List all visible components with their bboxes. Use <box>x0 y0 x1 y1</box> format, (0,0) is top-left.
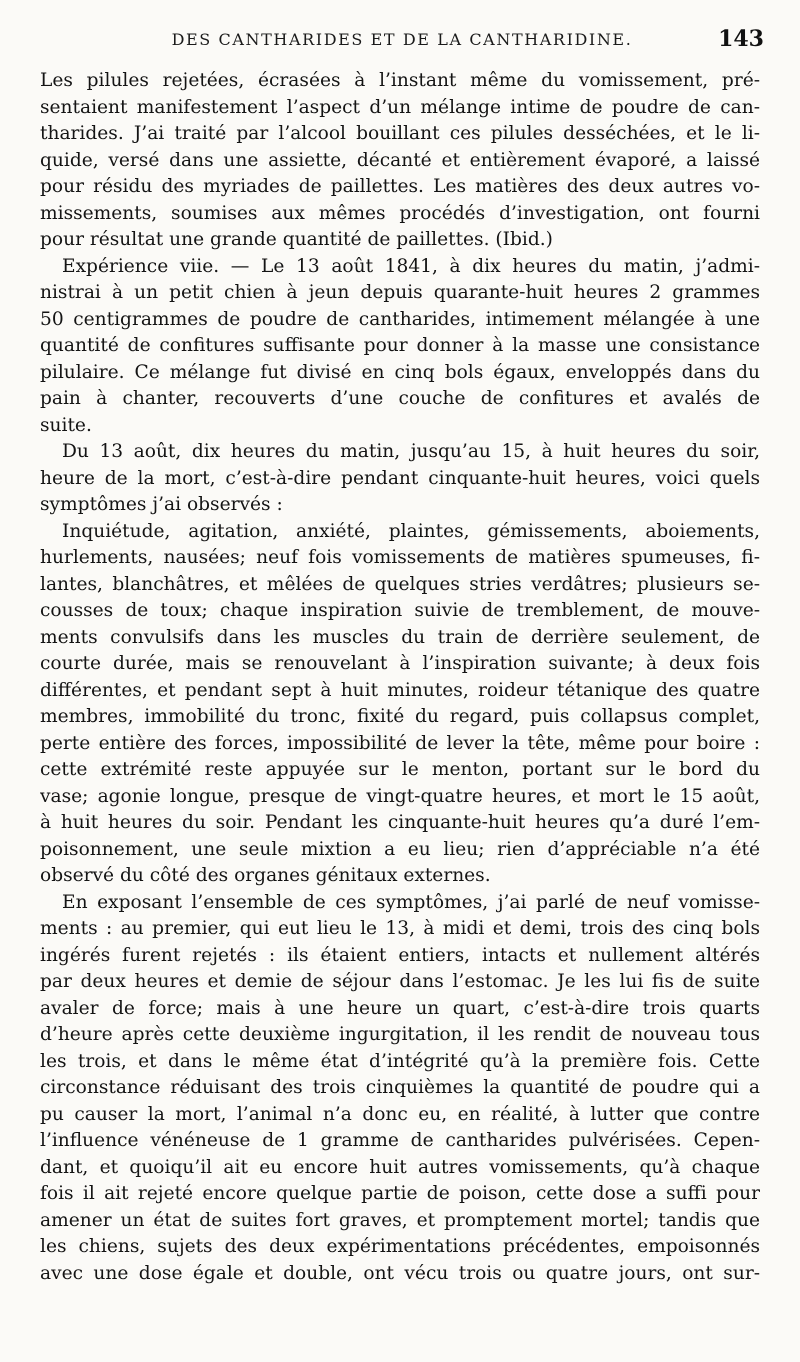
text-line: par deux heures et demie de séjour dans l’estomac. Je les lui fis de suite <box>40 971 760 992</box>
text-line: différentes, et pendant sept à huit minutes, roideur tétanique des quatre <box>40 679 760 701</box>
text-line: courte durée, mais se renouvelant à l’inspiration suivante; à deux fois <box>40 653 760 674</box>
text-line: quide, versé dans une assiette, décanté et entièrement évaporé, a laissé <box>40 149 760 171</box>
text-line: pain à chanter, recouverts d’une couche de confitures et avalés de <box>40 388 760 409</box>
text-line: pour résultat une grande quantité de paillettes. (Ibid.) <box>40 229 553 250</box>
text-line: missements, soumises aux mêmes procédés d’investigation, ont fourni <box>40 202 760 224</box>
text-line: lantes, blanchâtres, et mêlées de quelques stries verdâtres; plusieurs se- <box>40 573 760 595</box>
text-line: poisonnement, une seule mixtion a eu lieu; rien d’appréciable n’a été <box>40 838 760 860</box>
text-line: nistrai à un petit chien à jeun depuis quarante-huit heures 2 grammes <box>40 282 760 303</box>
text-line: cette extrémité reste appuyée sur le menton, portant sur le bord du <box>40 759 760 780</box>
text-line: Expérience viie. — Le 13 août 1841, à dix heures du matin, j’admi- <box>62 255 760 277</box>
text-line: d’heure après cette deuxième ingurgitation, il les rendit de nouveau tous <box>40 1024 760 1045</box>
text-line: les trois, et dans le même état d’intégrité qu’à la première fois. Cette <box>40 1050 760 1072</box>
page-number: 143 <box>718 26 764 52</box>
text-line: ments convulsifs dans les muscles du train de derrière seulement, de <box>40 626 760 648</box>
text-line: 50 centigrammes de poudre de cantharides, intimement mélangée à une <box>40 308 760 330</box>
page-header <box>40 26 764 62</box>
text-line: En exposant l’ensemble de ces symptômes, j’ai parlé de neuf vomisse- <box>62 891 760 913</box>
text-line: symptômes j’ai observés : <box>40 494 283 515</box>
text-line: circonstance réduisant des trois cinquièmes la quantité de poudre qui a <box>40 1077 760 1098</box>
text-line: Les pilules rejetées, écrasées à l’instant même du vomissement, pré- <box>40 70 760 91</box>
text-line: pu causer la mort, l’animal n’a donc eu, en réalité, à lutter que contre <box>40 1103 760 1125</box>
text-line: avaler de force; mais à une heure un quart, c’est-à-dire trois quarts <box>40 997 760 1019</box>
text-line: hurlements, nausées; neuf fois vomissements de matières spumeuses, fi- <box>40 547 760 568</box>
text-line: les chiens, sujets des deux expérimentations précédentes, empoisonnés <box>40 1236 760 1257</box>
text-line: pour résidu des myriades de paillettes. Les matières des deux autres vo- <box>40 176 760 197</box>
text-line: cousses de toux; chaque inspiration suivie de tremblement, de mouve- <box>40 600 760 621</box>
text-line: Du 13 août, dix heures du matin, jusqu’au 15, à huit heures du soir, <box>62 441 760 462</box>
text-line: heure de la mort, c’est-à-dire pendant cinquante-huit heures, voici quels <box>40 467 760 489</box>
text-line: fois il ait rejeté encore quelque partie de poison, cette dose a suffi pour <box>40 1183 760 1204</box>
text-line: sentaient manifestement l’aspect d’un mélange intime de poudre de can- <box>40 96 760 118</box>
text-line: ments : au premier, qui eut lieu le 13, à midi et demi, trois des cinq bols <box>40 918 760 939</box>
text-line: membres, immobilité du tronc, fixité du regard, puis collapsus complet, <box>40 706 760 727</box>
text-line: à huit heures du soir. Pendant les cinquante-huit heures qu’a duré l’em- <box>40 812 760 833</box>
body-text <box>40 68 760 1287</box>
text-line: observé du côté des organes génitaux externes. <box>40 865 491 886</box>
text-line: ingérés furent rejetés : ils étaient entiers, intacts et nullement altérés <box>40 944 760 966</box>
text-line: quantité de confitures suffisante pour donner à la masse une consistance <box>40 335 760 356</box>
text-line: pilulaire. Ce mélange fut divisé en cinq bols égaux, enveloppés dans du <box>40 361 760 383</box>
text-line: Inquiétude, agitation, anxiété, plaintes, gémissements, aboiements, <box>62 520 760 542</box>
text-line: suite. <box>40 414 92 436</box>
text-line: dant, et quoiqu’il ait eu encore huit autres vomissements, qu’à chaque <box>40 1156 760 1178</box>
text-line: l’influence vénéneuse de 1 gramme de cantharides pulvérisées. Cepen- <box>40 1130 760 1151</box>
running-head: DES CANTHARIDES ET DE LA CANTHARIDINE. <box>171 30 633 49</box>
text-line: avec une dose égale et double, ont vécu trois ou quatre jours, ont sur- <box>40 1262 760 1284</box>
text-line: tharides. J’ai traité par l’alcool bouillant ces pilules desséchées, et le li- <box>40 123 760 144</box>
text-line: perte entière des forces, impossibilité de lever la tête, même pour boire : <box>40 732 760 754</box>
text-line: amener un état de suites fort graves, et promptement mortel; tandis que <box>40 1209 760 1231</box>
text-line: vase; agonie longue, presque de vingt-quatre heures, et mort le 15 août, <box>40 785 760 807</box>
